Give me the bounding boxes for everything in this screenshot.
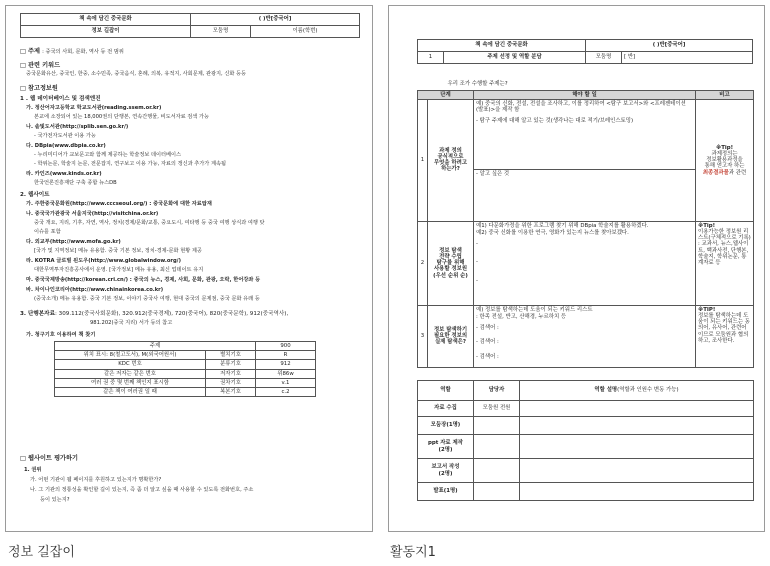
info-guide-page [5, 5, 373, 532]
tip-text: 과제정의는 정보활용과정을 통해 얻고자 하는 [704, 150, 745, 170]
tip-tail: 과 관련 [728, 169, 747, 176]
call-row-desc: 여러 권 중 몇 번째 책인지 표시함 [55, 378, 206, 387]
group-label: 모둠명 [191, 26, 251, 38]
search-term-slot: - 검색어 : [476, 339, 499, 346]
stage-note [696, 99, 754, 221]
keywords-label: □ 관련 키워드 [20, 62, 61, 69]
role-name: ppt 자료 제작 (2명) [418, 435, 474, 459]
eval-item-2: 나. 그 기관의 정통성을 확인할 길이 있는지, 즉 좀 더 알고 싶을 때 사용할 수 있도록 전화번호, 주소 [30, 487, 254, 493]
stage-todo [474, 221, 696, 305]
tip-text: 정보를 탐색하는데 도움이 되는 키워드는 동의어, 유사어, 관련어이므로 모둠원과 협의하고, 조사한다. [698, 312, 751, 344]
search-term-slot: - 검색어 : [476, 325, 499, 332]
tip-label: ※Tip! [715, 144, 734, 151]
role-name: 보고서 작성 (2명) [418, 459, 474, 483]
doc-title: 정보 길잡이 [21, 26, 191, 38]
role-owner [474, 417, 520, 435]
call-row-desc: 같은 책이 여러권 일 때 [55, 388, 206, 397]
role-desc [520, 435, 754, 459]
bullet-slot: - [476, 277, 478, 284]
right-caption: 활동지1 [390, 545, 436, 560]
group-label: 모둠명 [586, 52, 622, 64]
call-row-kind: 분류기호 [206, 360, 256, 369]
call-number-line [20, 309, 288, 317]
web-title-4: 라. KOTRA 글로벌 윈도우(http://www.globalwindow.org/) [26, 258, 181, 264]
role-desc [520, 417, 754, 435]
class-slot: [ 반] [622, 52, 753, 64]
role-owner [474, 483, 520, 501]
web-title-1: 가. 주한중국문화원(http://www.cccseoul.org/) : 중국문화에 대한 자료탑재 [26, 201, 212, 207]
call-row-desc: 같은 저자는 같은 번호 [55, 369, 206, 378]
tip-highlight: 최종결과물 [702, 169, 729, 176]
roles-table [417, 380, 754, 501]
role-header: 역할 [418, 381, 474, 401]
example-heading: 가. 청구기호 이용하여 책 찾기 [26, 332, 96, 338]
role-desc [520, 401, 754, 417]
topic-label: □ 주제 [20, 48, 43, 55]
call-row-kind: 별치기호 [206, 351, 256, 360]
stage-note [696, 221, 754, 305]
call-text: : 309.112(중국사회문화), 320.912(중국경제), 720(중국어), 820(중국문학), 912(중국역사), [54, 311, 289, 317]
db-desc-3b: - 학위논문, 학술지 논문, 전문잡지, 연구보고 이용 가능, 자료의 갱신과 추가가 계속됨 [34, 161, 226, 167]
web-desc-2: 중국 개요, 지리, 기후, 자연, 역사, 정치(경제/문화/교통, 중요도시, 여타행 등 중국 여행 상식과 여행 탓 [34, 220, 265, 226]
role-desc-note: (역할과 인원수 변동 가능) [617, 387, 679, 394]
role-owner [474, 435, 520, 459]
call-row-value: c.2 [256, 388, 316, 397]
stage-todo [474, 305, 696, 367]
role-owner: 모둠원 전원 [474, 401, 520, 417]
web-desc-2b: 이슈를 포함 [34, 229, 61, 235]
stage-example: 예2) 중국 신화를 이용한 연극, 영화가 있는지 뉴스를 찾아보겠다. [476, 229, 629, 236]
stage-name: 정보 탐색하기 필요한 정보의 실제 탐색은? [428, 305, 474, 367]
eval-label: □ 웹사이트 평가하기 [20, 455, 78, 462]
call-row-value: R [256, 351, 316, 360]
db-heading: 1 . 웹 데이터베이스 및 검색엔진 [20, 96, 101, 102]
web-title-3: 다. 외교부(http://www.mofa.go.kr) [26, 239, 121, 245]
col-header-stage: 단계 [418, 90, 474, 99]
db-title-1: 가. 정산어자고등학교 학교도서관(reading.ssem.or.kr) [26, 105, 162, 111]
left-caption: 정보 길잡이 [8, 545, 75, 560]
db-desc-4: 한국언론진흥재단 구축 종합 뉴스DB [34, 180, 117, 186]
col-header-todo: 해야 할 일 [474, 90, 696, 99]
worksheet-title: 책 속에 담긴 중국문화 [21, 14, 191, 26]
call-table-top-left: 주제 [55, 342, 256, 351]
db-title-3: 다. DBpia(www.dbpia.co.kr) [26, 143, 106, 149]
worksheet-title: 책 속에 담긴 중국문화 [418, 40, 586, 52]
owner-header: 담당자 [474, 381, 520, 401]
web-desc-6: (중국소개) 메뉴 유용함. 중국 기본 정보, 이야기 중국사 여행, 현대 중국의 문제점, 중국 문화 유래 등 [34, 296, 260, 302]
role-desc-header [520, 381, 754, 401]
db-title-2: 나. 솔빛도서관(http://splib.sen.go.kr/) [26, 124, 129, 130]
topic-question: 우리 조가 수행할 주제는? [418, 79, 754, 90]
db-desc-3: - 누리미디어가 교보문고와 함께 제공하는 학술정보 데이터베이스 [34, 152, 182, 158]
db-desc-2: - 국가전자도서관 이용 가능 [34, 133, 96, 139]
role-desc-title: 역할 설명 [594, 387, 618, 394]
right-header-table [417, 39, 753, 64]
class-label: ( )반[중국어] [191, 14, 360, 26]
call-row-desc: 위치 표시: 8(철고도서), M(외국어원서) [55, 351, 206, 360]
call-text-2: 981.202(중국 지리) 서가 등의 참고 [90, 320, 173, 326]
call-row-kind: 권차기호 [206, 378, 256, 387]
role-desc [520, 483, 754, 501]
tip-text: 이용가능한 정보원 리스트(구체적으로 기록) : 교과서, 뉴스,웹사이트, 백과사전, 단행본, 학술지, 학위논문, 통계자료 등 [698, 228, 751, 266]
web-desc-3: [국가 및 지역정보] 메뉴 유용함. 중국 기본 정보, 정치-경제-문화 현황 제공 [34, 248, 202, 254]
web-title-6: 바. 차이나인코리아(http://www.chinainkorea.co.kr) [26, 287, 164, 293]
class-label: ( )반[중국어] [586, 40, 753, 52]
web-desc-4: 대한무역투자진흥공사에서 운영. [국가정보] 메뉴 유용, 최신 업데이트 유지 [34, 267, 204, 273]
call-number-table [54, 341, 316, 397]
refs-label: □ 참고정보원 [20, 85, 58, 92]
web-title-5: 마. 중국국제방송(http://korean.cri.cn/) : 중국의 뉴스, 경제, 사회, 문화, 관광, 오락, 한어강좌 등 [26, 277, 261, 283]
role-desc [520, 459, 754, 483]
web-heading: 2. 웹사이트 [20, 192, 50, 198]
call-row-kind: 복본기호 [206, 388, 256, 397]
role-name: 모둠장(1명) [418, 417, 474, 435]
call-row-desc: KDC 번호 [55, 360, 206, 369]
call-row-value: 912 [256, 360, 316, 369]
stage-number: 1 [418, 99, 428, 221]
topic-text: : 중국의 사회, 문화, 역사 등 전 범위 [42, 49, 124, 55]
stage-name: 과제 정의 공식적으로 무엇을 하려고 하는가? [428, 99, 474, 221]
search-term-slot: - 검색어 : [476, 353, 499, 360]
role-name: 자료 수집 [418, 401, 474, 417]
stages-table [417, 79, 754, 368]
stage-todo-bottom: - 알고 싶은 것 [474, 169, 696, 221]
call-row-value: v.1 [256, 378, 316, 387]
left-header-table [20, 13, 360, 38]
worksheet-number: 1 [418, 52, 444, 64]
eval-item-1: 가. 어떤 기관이 웹 페이지를 후원하고 있는지가 명확한가? [30, 477, 162, 483]
stage-example: 예) 중국의 신화, 전설, 전설을 조사하고, 이를 정리하여 <탐구 보고서>와 <프레젠테이션(발표)>을 제작 함 [476, 100, 686, 113]
worksheet-task: 주제 선정 및 역할 분담 [444, 52, 586, 64]
name-label: 이름(학번) [251, 26, 360, 38]
eval-sub: 1. 권위 [24, 467, 42, 473]
call-heading: 3. 단행본자료 [20, 311, 55, 317]
worksheet-1-page [388, 5, 765, 532]
stage-example: 예) 정보를 탐색하는데 도움이 되는 키워드 리스트 [476, 306, 593, 313]
col-header-note: 비고 [696, 90, 754, 99]
tip-label: ※Tip! [698, 222, 716, 229]
db-desc-1: 본교에 소장되어 있는 18,000권의 단행본, 연속간행물, 비도서자료 검색 가능 [34, 114, 209, 120]
stage-number: 2 [418, 221, 428, 305]
call-row-kind: 저자기호 [206, 369, 256, 378]
call-row-value: 위86w [256, 369, 316, 378]
call-table-top-right: 900 [256, 342, 316, 351]
web-title-2: 나. 중국국가관광국 서울지국(http://visitchina.or.kr) [26, 211, 159, 217]
stage-number: 3 [418, 305, 428, 367]
db-title-4: 라. 카인즈(www.kinds.or.kr) [26, 171, 102, 177]
stage-example: : 한족 전설, 반고, 산해경, 누르하치 등 [476, 313, 567, 320]
keywords-text: 중국문화유산, 중국인, 한중, 소수민족, 중국음식, 혼례, 의복, 유적지, 사회문제, 관광지, 신화 등등 [26, 71, 247, 77]
tip-label: ※TIP! [698, 306, 716, 313]
bullet-slot: - [476, 241, 478, 248]
stage-name: 정보 탐색 전략 수립 탐구를 위해 사용할 정보원 (우선 순위 순) [428, 221, 474, 305]
role-name: 발표(1명) [418, 483, 474, 501]
stage-note [696, 305, 754, 367]
role-owner [474, 459, 520, 483]
bullet-slot: - [476, 259, 478, 266]
stage-example: 예1) 다문화가정을 위한 프로그램 찾기 위해 DBpia 학술지를 활용하겠다. [476, 222, 649, 229]
stage-prompt: - 탐구 주제에 대해 알고 있는 것(생각나는 대로 적기/브레인스토밍) [476, 118, 634, 125]
eval-item-3: 등이 있는지? [40, 497, 70, 503]
stage-todo [474, 99, 696, 169]
topic-line [20, 46, 124, 55]
